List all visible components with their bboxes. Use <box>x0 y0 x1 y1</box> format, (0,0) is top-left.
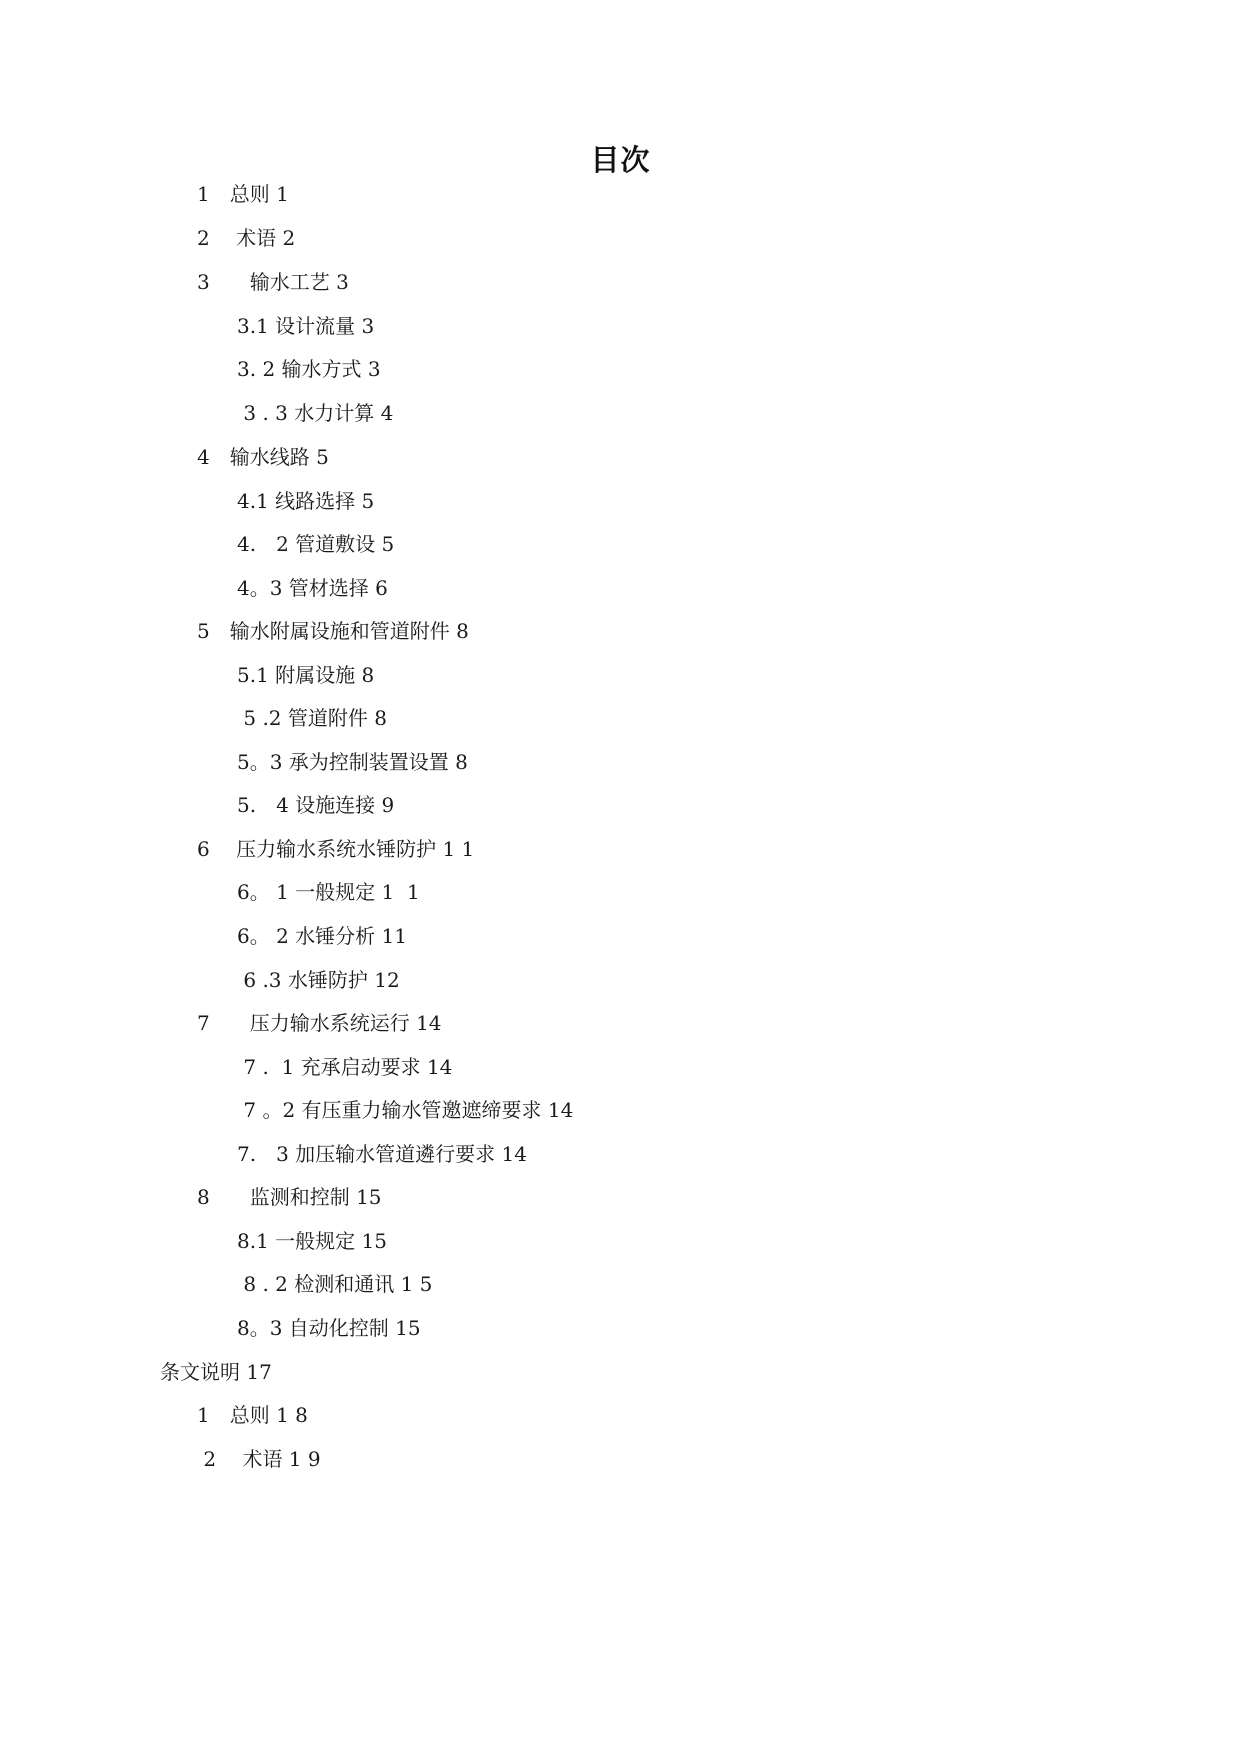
toc-entry-section <box>237 575 388 601</box>
toc-entry-text: 2 术语 2 <box>197 226 296 250</box>
toc-entry-section <box>237 1054 452 1080</box>
toc-entry-text: 5. 4 设施连接 9 <box>237 793 395 817</box>
toc-entry-chapter <box>197 269 349 295</box>
toc-entry-text: 7 . 1 充承启动要求 14 <box>237 1055 453 1079</box>
toc-entry-section <box>237 356 381 382</box>
toc-entry-text: 5 输水附属设施和管道附件 8 <box>197 619 469 643</box>
toc-entry-part <box>160 1359 272 1385</box>
toc-entry-text: 8 . 2 检测和通讯 1 5 <box>237 1272 433 1296</box>
toc-entry-section <box>237 488 374 514</box>
toc-entry-section <box>237 879 420 905</box>
toc-entry-text: 5。3 承为控制装置设置 8 <box>237 750 468 774</box>
toc-entry-section <box>237 792 394 818</box>
toc-entry-text: 4 输水线路 5 <box>197 445 329 469</box>
toc-entry-text: 3. 2 输水方式 3 <box>237 357 381 381</box>
toc-entry-text: 7 压力输水系统运行 14 <box>197 1011 442 1035</box>
toc-entry-section <box>237 662 374 688</box>
toc-entry-text: 7. 3 加压输水管道遴行要求 14 <box>237 1142 527 1166</box>
toc-entry-text: 条文说明 17 <box>160 1360 272 1384</box>
toc-entry-chapter <box>197 181 289 207</box>
toc-entry-section <box>237 1141 527 1167</box>
toc-entry-text: 5 .2 管道附件 8 <box>237 706 387 730</box>
toc-entry-chapter <box>197 1402 308 1428</box>
toc-entry-text: 5.1 附属设施 8 <box>237 663 375 687</box>
toc-entry-chapter <box>197 1446 321 1472</box>
toc-entry-section <box>237 313 374 339</box>
toc-entry-text: 6 .3 水锤防护 12 <box>237 968 400 992</box>
toc-entry-text: 8 监测和控制 15 <box>197 1185 382 1209</box>
toc-entry-section <box>237 1315 421 1341</box>
toc-entry-text: 7 。2 有压重力输水管邀遮缔要求 14 <box>237 1098 574 1122</box>
toc-entry-chapter <box>197 618 469 644</box>
toc-entry-text: 3 输水工艺 3 <box>197 270 349 294</box>
toc-entry-text: 1 总则 1 8 <box>197 1403 308 1427</box>
toc-entry-text: 3 . 3 水力计算 4 <box>237 401 394 425</box>
toc-entry-section <box>237 531 394 557</box>
toc-entry-section <box>237 923 407 949</box>
toc-entry-text: 2 术语 1 9 <box>197 1447 321 1471</box>
toc-entry-text: 8。3 自动化控制 15 <box>237 1316 421 1340</box>
toc-entry-text: 4。3 管材选择 6 <box>237 576 388 600</box>
toc-entry-text: 3.1 设计流量 3 <box>237 314 375 338</box>
toc-entry-section <box>237 705 387 731</box>
toc-entry-text: 8.1 一般规定 15 <box>237 1229 387 1253</box>
toc-entry-section <box>237 1097 573 1123</box>
toc-entry-chapter <box>197 225 295 251</box>
toc-entry-section <box>237 1228 387 1254</box>
toc-entry-text: 6。 1 一般规定 1 1 <box>237 880 420 904</box>
toc-entry-chapter <box>197 836 474 862</box>
toc-entry-text: 1 总则 1 <box>197 182 289 206</box>
toc-entry-chapter <box>197 444 329 470</box>
toc-entry-section <box>237 967 400 993</box>
toc-entry-text: 6。 2 水锤分析 11 <box>237 924 407 948</box>
toc-entry-chapter <box>197 1010 442 1036</box>
page-title: 目次 <box>590 143 651 177</box>
toc-entry-section <box>237 1271 432 1297</box>
toc-entry-section <box>237 400 393 426</box>
toc-entry-text: 6 压力输水系统水锤防护 1 1 <box>197 837 475 861</box>
toc-entry-text: 4.1 线路选择 5 <box>237 489 375 513</box>
toc-entry-section <box>237 749 468 775</box>
toc-entry-text: 4. 2 管道敷设 5 <box>237 532 395 556</box>
toc-entry-chapter <box>197 1184 382 1210</box>
